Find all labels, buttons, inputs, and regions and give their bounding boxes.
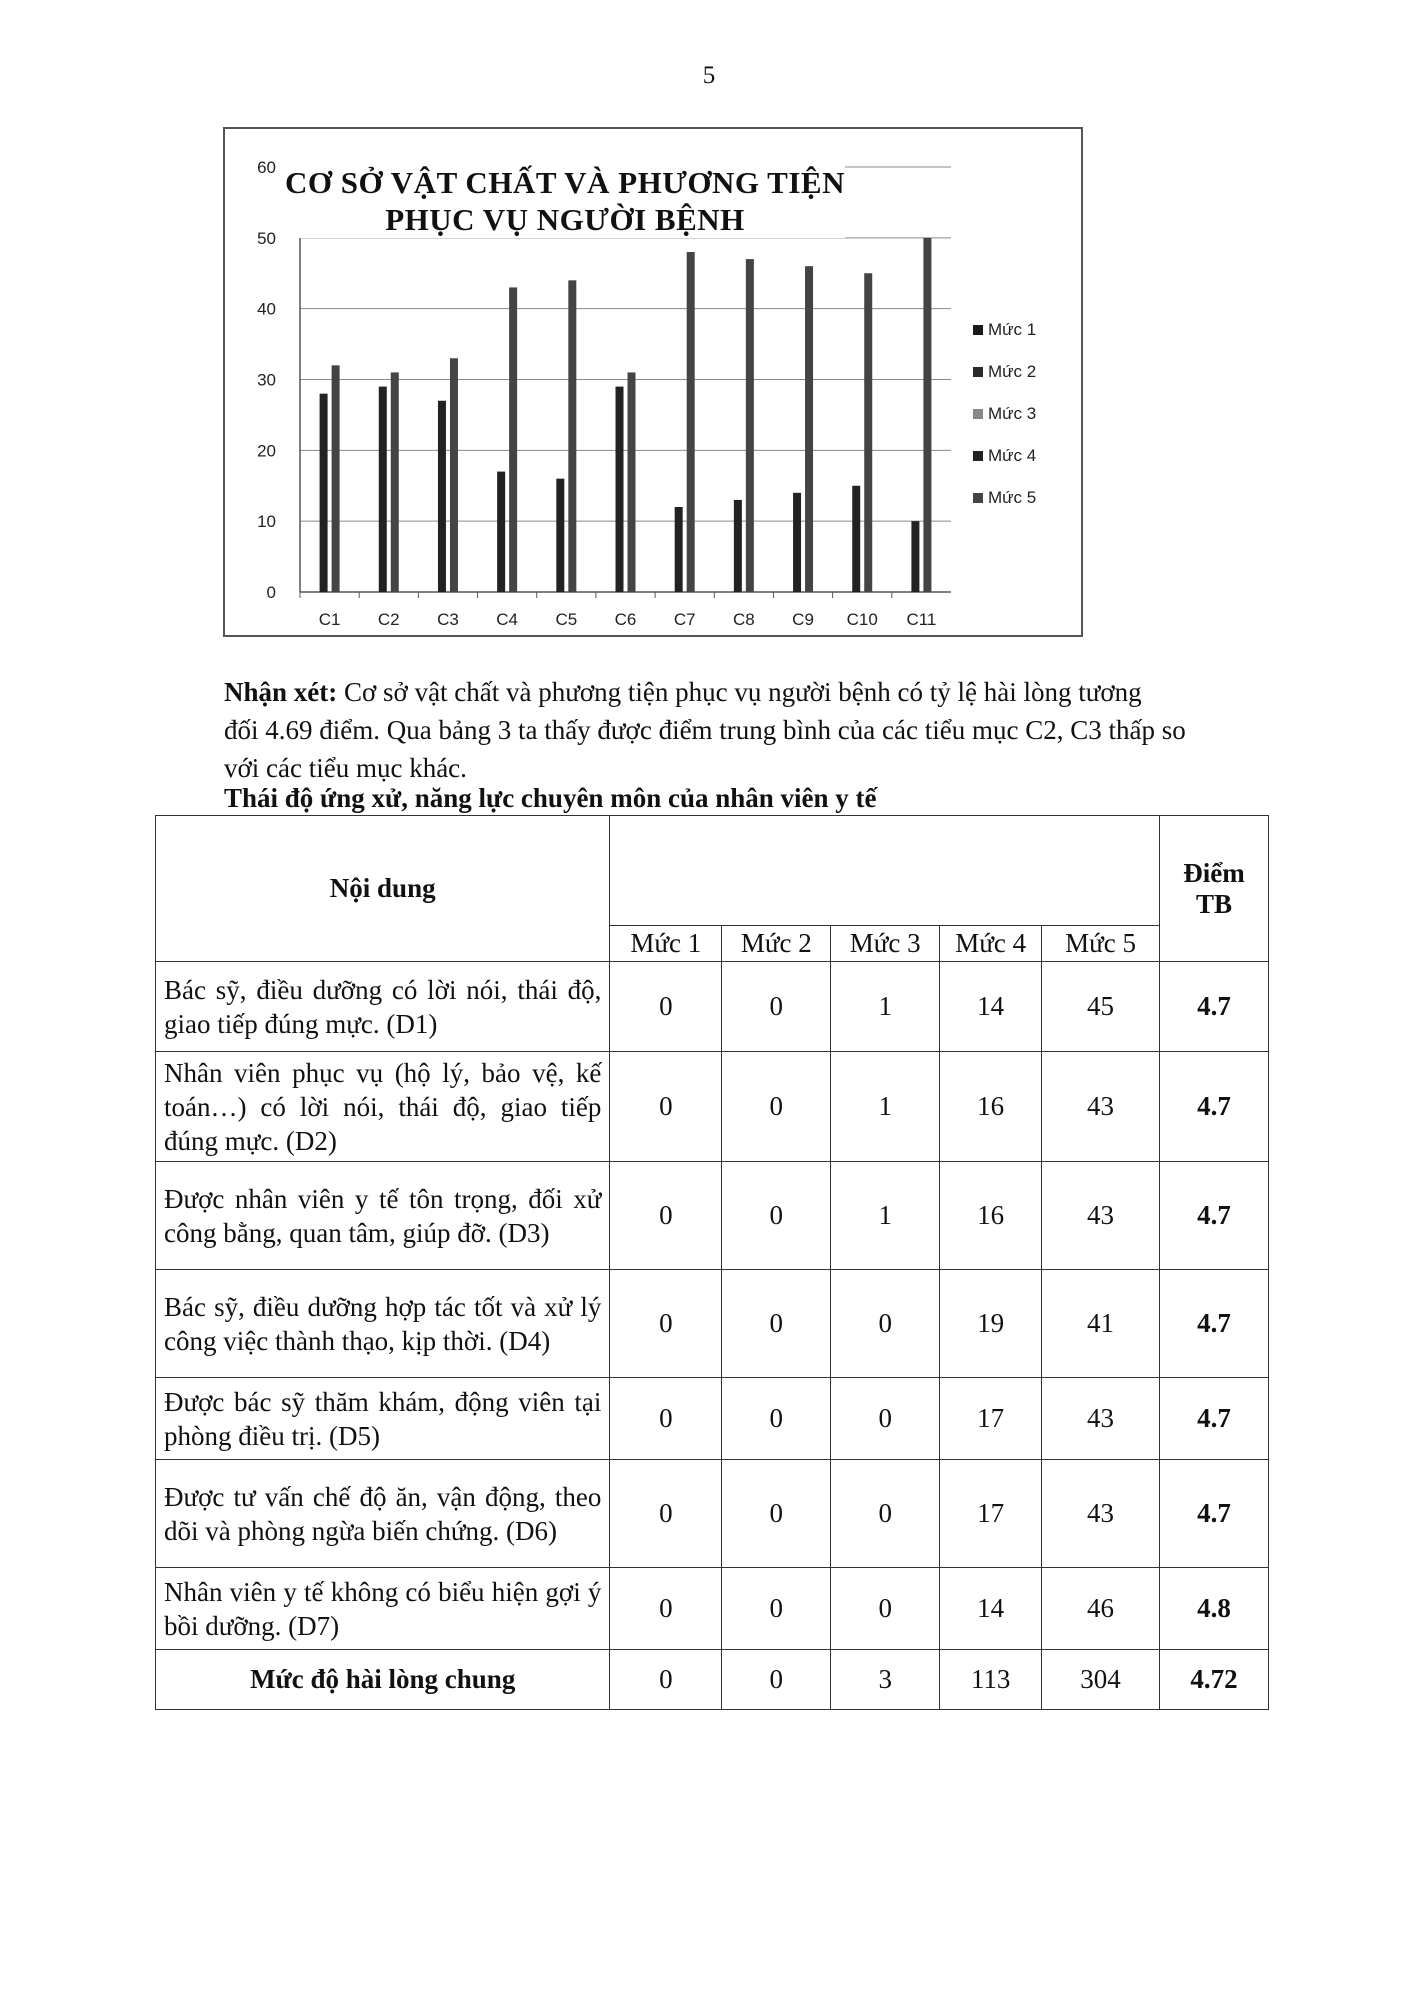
row-m2: 0: [722, 1460, 831, 1568]
row-content: Được nhân viên y tế tôn trọng, đối xử công bằng, quan tâm, giúp đỡ. (D3): [156, 1162, 610, 1270]
legend-swatch: [973, 451, 983, 461]
x-tick-label: C3: [437, 610, 459, 629]
row-score: 4.8: [1160, 1568, 1269, 1650]
y-tick-label: 20: [257, 441, 276, 461]
row-m5: 43: [1042, 1460, 1160, 1568]
row-m5: 45: [1042, 962, 1160, 1052]
y-tick-label: 30: [257, 370, 276, 390]
summary-m4: 113: [940, 1650, 1042, 1710]
bar-mức-5-c3: [450, 358, 458, 592]
x-tick-label: C4: [496, 610, 519, 629]
row-m2: 0: [722, 962, 831, 1052]
row-content: Được bác sỹ thăm khám, động viên tại phòng điều trị. (D5): [156, 1378, 610, 1460]
comment-line-3: với các tiểu mục khác.: [224, 753, 467, 783]
header-level-1: Mức 1: [610, 926, 722, 962]
bar-mức-4-c2: [379, 387, 387, 592]
bar-mức-4-c8: [734, 500, 742, 592]
row-content: Nhân viên phục vụ (hộ lý, bảo vệ, kế toán…) có lời nói, thái độ, giao tiếp đúng mực. (D2): [156, 1052, 610, 1162]
row-m1: 0: [610, 1270, 722, 1378]
table-row: [156, 1568, 1269, 1650]
legend-swatch: [973, 367, 983, 377]
row-score: 4.7: [1160, 962, 1269, 1052]
row-content: Bác sỹ, điều dưỡng hợp tác tốt và xử lý công việc thành thạo, kịp thời. (D4): [156, 1270, 610, 1378]
summary-m1: 0: [610, 1650, 722, 1710]
bar-mức-4-c9: [793, 493, 801, 592]
header-level-2: Mức 2: [722, 926, 831, 962]
legend-label: Mức 4: [988, 446, 1037, 465]
summary-m5: 304: [1042, 1650, 1160, 1710]
header-level-3: Mức 3: [831, 926, 940, 962]
table-row: [156, 1270, 1269, 1378]
row-m5: 43: [1042, 1052, 1160, 1162]
row-score: 4.7: [1160, 1162, 1269, 1270]
x-tick-label: C8: [732, 610, 755, 629]
row-m2: 0: [722, 1162, 831, 1270]
legend-label: Mức 3: [988, 404, 1037, 423]
x-tick-label: C5: [555, 610, 578, 629]
bar-mức-5-c7: [687, 252, 695, 592]
bar-mức-5-c8: [746, 259, 754, 592]
row-content: Nhân viên y tế không có biểu hiện gợi ý bồi dưỡng. (D7): [156, 1568, 610, 1650]
table-row: [156, 1378, 1269, 1460]
summary-score: 4.72: [1160, 1650, 1269, 1710]
comment-line-2: đối 4.69 điểm. Qua bảng 3 ta thấy được điểm trung bình của các tiểu mục C2, C3 thấp so: [224, 715, 1186, 745]
row-m4: 17: [940, 1378, 1042, 1460]
y-tick-label: 50: [257, 228, 276, 248]
row-m2: 0: [722, 1378, 831, 1460]
row-m1: 0: [610, 1568, 722, 1650]
bar-mức-4-c4: [497, 472, 505, 592]
bar-mức-4-c10: [852, 486, 860, 592]
header-levels-group: [610, 816, 1160, 926]
bar-mức-4-c5: [556, 479, 564, 592]
chart-title: CƠ SỞ VẬT CHẤT VÀ PHƯƠNG TIỆN PHỤC VỤ NGƯỜI BỆNH: [285, 165, 845, 237]
legend-swatch: [973, 493, 983, 503]
x-tick-label: C10: [846, 610, 878, 629]
row-m4: 14: [940, 1568, 1042, 1650]
row-m1: 0: [610, 1162, 722, 1270]
legend-label: Mức 1: [988, 320, 1037, 339]
bar-mức-5-c9: [805, 266, 813, 592]
table-row: [156, 1162, 1269, 1270]
legend-label: Mức 2: [988, 362, 1037, 381]
row-m5: 46: [1042, 1568, 1160, 1650]
bar-mức-4-c3: [438, 401, 446, 592]
bar-mức-5-c4: [509, 287, 517, 592]
bar-mức-4-c11: [911, 521, 919, 592]
row-m1: 0: [610, 962, 722, 1052]
x-tick-label: C11: [906, 610, 937, 629]
row-m3: 0: [831, 1568, 940, 1650]
summary-row: [156, 1650, 1269, 1710]
y-tick-label: 40: [257, 299, 276, 319]
x-tick-label: C9: [792, 610, 814, 629]
row-m5: 43: [1042, 1162, 1160, 1270]
y-tick-label: 60: [257, 158, 276, 177]
summary-label: Mức độ hài lòng chung: [156, 1650, 610, 1710]
section-heading: Thái độ ứng xử, năng lực chuyên môn của nhân viên y tế: [224, 783, 877, 813]
bar-mức-5-c1: [332, 365, 340, 592]
header-level-4: Mức 4: [940, 926, 1042, 962]
bar-mức-5-c6: [628, 372, 636, 592]
row-m2: 0: [722, 1052, 831, 1162]
header-level-5: Mức 5: [1042, 926, 1160, 962]
row-m5: 43: [1042, 1378, 1160, 1460]
legend-swatch: [973, 325, 983, 335]
comment-line-1: Cơ sở vật chất và phương tiện phục vụ người bệnh có tỷ lệ hài lòng tương: [337, 677, 1142, 707]
row-content: Được tư vấn chế độ ăn, vận động, theo dõi và phòng ngừa biến chứng. (D6): [156, 1460, 610, 1568]
row-m3: 1: [831, 1052, 940, 1162]
bar-mức-5-c10: [864, 273, 872, 592]
row-m4: 16: [940, 1162, 1042, 1270]
x-tick-label: C7: [673, 610, 696, 629]
table-row: [156, 962, 1269, 1052]
row-m3: 1: [831, 1162, 940, 1270]
summary-m3: 3: [831, 1650, 940, 1710]
bar-mức-5-c2: [391, 372, 399, 592]
x-tick-label: C2: [377, 610, 400, 629]
row-m1: 0: [610, 1460, 722, 1568]
bar-mức-4-c7: [675, 507, 683, 592]
row-m3: 1: [831, 962, 940, 1052]
row-m3: 0: [831, 1460, 940, 1568]
chart-container: [223, 127, 1083, 637]
table-row: [156, 1052, 1269, 1162]
header-score: Điểm TB: [1160, 816, 1269, 962]
row-m1: 0: [610, 1052, 722, 1162]
row-score: 4.7: [1160, 1378, 1269, 1460]
row-content: Bác sỹ, điều dưỡng có lời nói, thái độ, giao tiếp đúng mực. (D1): [156, 962, 610, 1052]
row-m4: 16: [940, 1052, 1042, 1162]
bar-mức-5-c11: [923, 238, 931, 592]
row-m2: 0: [722, 1568, 831, 1650]
row-m1: 0: [610, 1378, 722, 1460]
x-tick-label: C6: [614, 610, 637, 629]
legend-swatch: [973, 409, 983, 419]
row-score: 4.7: [1160, 1270, 1269, 1378]
row-score: 4.7: [1160, 1460, 1269, 1568]
row-m5: 41: [1042, 1270, 1160, 1378]
comment-paragraph: [224, 673, 1284, 787]
legend-label: Mức 5: [988, 488, 1037, 507]
row-m4: 14: [940, 962, 1042, 1052]
y-tick-label: 0: [266, 583, 276, 602]
summary-m2: 0: [722, 1650, 831, 1710]
row-m4: 19: [940, 1270, 1042, 1378]
x-tick-label: C1: [318, 610, 341, 629]
page-number: 5: [702, 62, 716, 89]
y-tick-label: 10: [257, 512, 276, 532]
bar-mức-4-c1: [320, 394, 328, 592]
row-m4: 17: [940, 1460, 1042, 1568]
comment-label: Nhận xét:: [224, 677, 338, 707]
header-content: Nội dung: [156, 816, 610, 962]
row-m3: 0: [831, 1270, 940, 1378]
row-score: 4.7: [1160, 1052, 1269, 1162]
bar-mức-5-c5: [568, 280, 576, 592]
table-row: [156, 1460, 1269, 1568]
row-m2: 0: [722, 1270, 831, 1378]
row-m3: 0: [831, 1378, 940, 1460]
bar-mức-4-c6: [616, 387, 624, 592]
satisfaction-table: [155, 815, 1269, 1710]
